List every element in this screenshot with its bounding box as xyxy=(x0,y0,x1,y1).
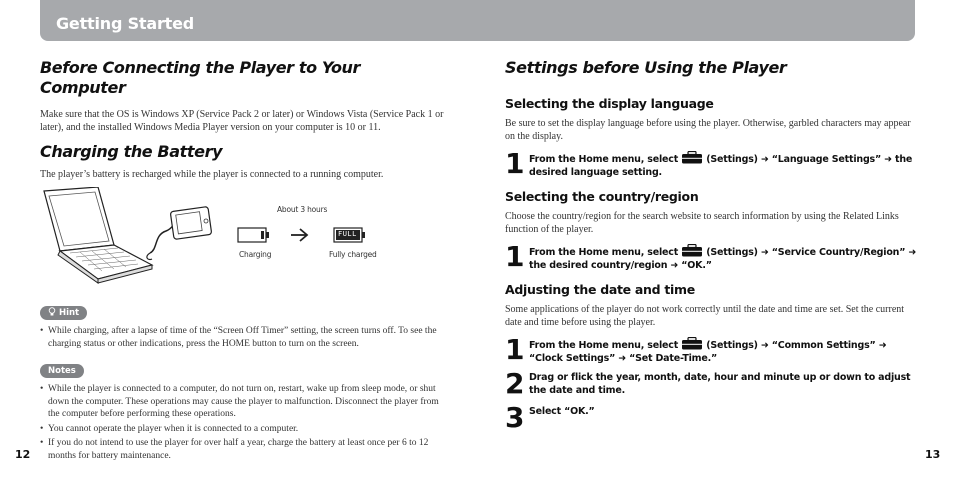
step-number: 3 xyxy=(505,401,524,434)
list-item: • While the player is connected to a computer, do not turn on, restart, wake up from sleep mode, or shut down the computer. These operations may cause the player to malfunction. Disconnect the player from the computer before performing these operations. xyxy=(40,383,450,421)
list-item: • You cannot operate the player when it is connected to a computer. xyxy=(40,423,450,436)
step-number: 1 xyxy=(505,147,524,180)
step-number: 2 xyxy=(505,367,524,400)
language-step-1: 1 From the Home menu, select (Settings) ➜ “Language Settings” ➜ the desired language setting. xyxy=(505,147,913,180)
settings-toolbox-icon xyxy=(681,337,703,350)
time-label: About 3 hours xyxy=(277,205,328,214)
right-page xyxy=(505,58,917,435)
fully-charged-label: Fully charged xyxy=(329,250,377,259)
date-text: Some applications of the player do not work correctly until the date and time are set. Set the current date and time before using the player. xyxy=(505,304,905,328)
heading-date-time: Adjusting the date and time xyxy=(505,282,695,297)
laptop-with-player-illustration xyxy=(40,187,220,287)
charging-label: Charging xyxy=(239,250,272,259)
heading-display-language: Selecting the display language xyxy=(505,96,714,111)
country-step-1: 1 From the Home menu, select (Settings) ➜ “Service Country/Region” ➜ the desired country/region ➜ “OK.” xyxy=(505,240,917,273)
language-text: Be sure to set the display language before using the player. Otherwise, garbled characters may appear on the display. xyxy=(505,118,911,142)
notes-list xyxy=(40,383,450,462)
hint-section xyxy=(40,302,450,350)
date-step-2: 2 Drag or flick the year, month, date, hour and minute up or down to adjust the date and time. xyxy=(505,367,911,400)
heading-charging: Charging the Battery xyxy=(40,142,223,161)
notes-badge: Notes xyxy=(40,364,84,378)
hint-list xyxy=(40,325,450,350)
charging-diagram xyxy=(40,187,450,295)
settings-toolbox-icon xyxy=(681,151,703,164)
page-number-left: 12 xyxy=(15,448,31,461)
date-step-3: 3 Select “OK.” xyxy=(505,401,595,434)
full-indicator-text: FULL xyxy=(338,230,357,238)
heading-settings: Settings before Using the Player xyxy=(505,58,787,77)
charging-battery-icon xyxy=(237,226,271,244)
left-page xyxy=(40,58,450,462)
lightbulb-icon xyxy=(48,307,56,316)
arrow-right-icon xyxy=(290,227,310,243)
step-number: 1 xyxy=(505,240,524,273)
section-header-bar xyxy=(40,0,915,41)
page-number-right: 13 xyxy=(925,448,941,461)
section-title: Getting Started xyxy=(56,14,194,33)
step-number: 1 xyxy=(505,333,524,366)
notes-section xyxy=(40,360,450,462)
list-item: • While charging, after a lapse of time of the “Screen Off Timer” setting, the screen turns off. To see the charging status or other indications, press the HOME button to turn on the screen. xyxy=(40,325,450,350)
hint-badge xyxy=(40,306,87,320)
heading-before-connecting: Before Connecting the Player to Your Computer xyxy=(40,58,361,97)
date-step-1: 1 From the Home menu, select (Settings) ➜ “Common Settings” ➜ “Clock Settings” ➜ “Set Date-Time.” xyxy=(505,333,887,366)
charging-text: The player’s battery is recharged while the player is connected to a running computer. xyxy=(40,169,384,180)
list-item: • If you do not intend to use the player for over half a year, charge the battery at least once per 6 to 12 months for battery maintenance. xyxy=(40,437,450,462)
os-requirements-text: Make sure that the OS is Windows XP (Service Pack 2 or later) or Windows Vista (Service Pack 1 or later), and the installed Windows Media Player version on your computer is 10 or 11. xyxy=(40,109,444,133)
country-text: Choose the country/region for the search website to search information by using the Related Links function of the player. xyxy=(505,211,899,235)
hint-label: Hint xyxy=(58,308,80,318)
heading-country-region: Selecting the country/region xyxy=(505,189,699,204)
settings-toolbox-icon xyxy=(681,244,703,257)
